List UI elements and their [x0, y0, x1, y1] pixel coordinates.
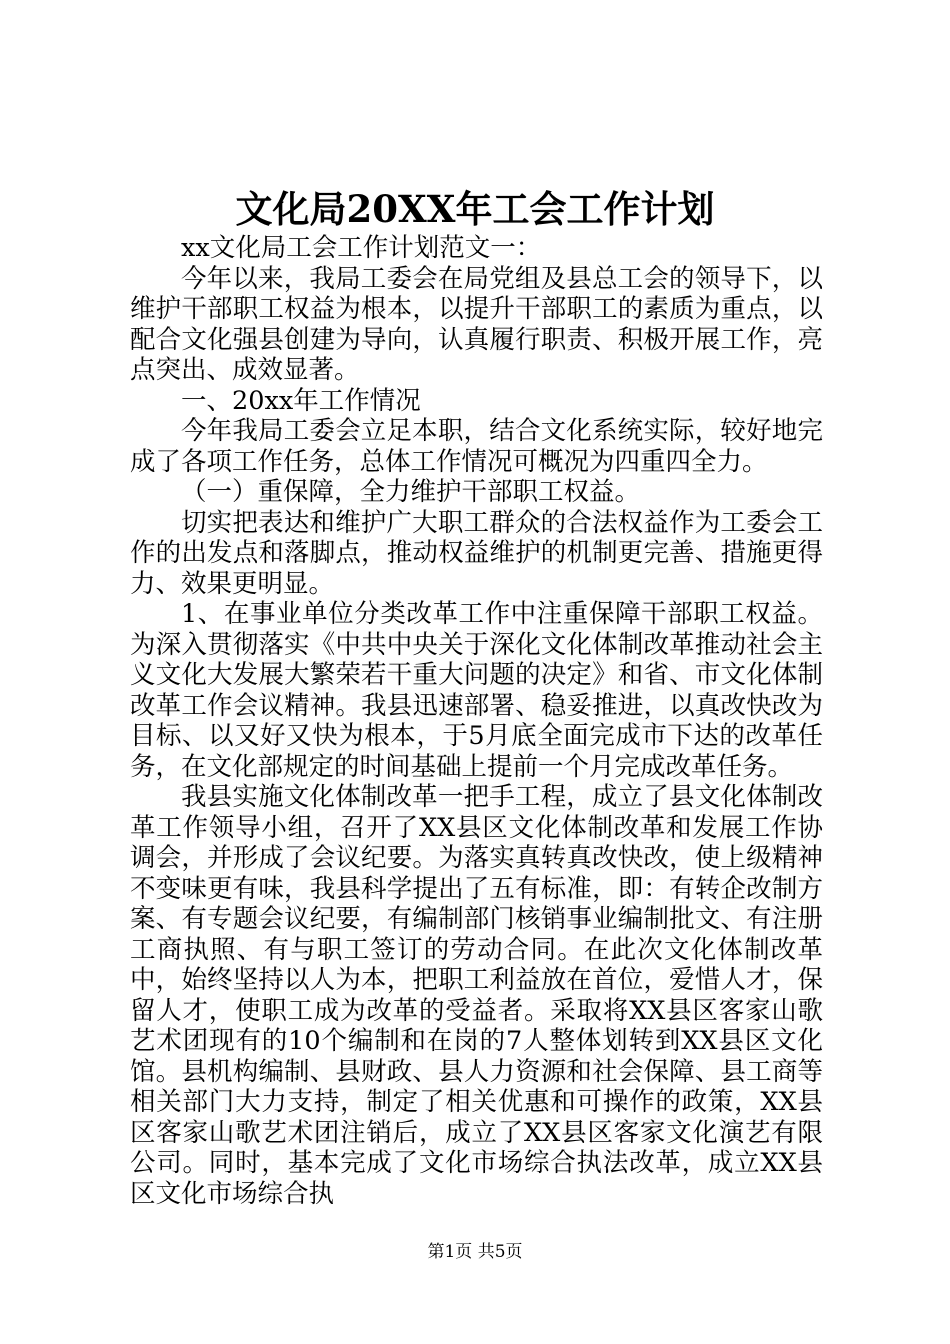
document-title: 文化局20XX年工会工作计划: [235, 187, 715, 231]
paragraph: 今年以来，我局工委会在局党组及县总工会的领导下，以维护干部职工权益为根本，以提升干部职工的素质为重点，以配合文化强县创建为导向，认真履行职责、积极开展工作，亮点突出、成效显著。: [130, 263, 823, 385]
document-body: [130, 233, 823, 1209]
paragraph: 今年我局工委会立足本职，结合文化系统实际，较好地完成了各项工作任务，总体工作情况可概况为四重四全力。: [130, 416, 823, 477]
subsection-heading: （一）重保障，全力维护干部职工权益。: [181, 477, 641, 507]
paragraph: 1、在事业单位分类改革工作中注重保障干部职工权益。为深入贯彻落实《中共中央关于深化文化体制改革推动社会主义文化大发展大繁荣若干重大问题的决定》和省、市文化体制改革工作会议精神。我县迅速部署、稳妥推进，以真改快改为目标、以又好又快为根本，于5月底全面完成市下达的改革任务，在文化部规定的时间基础上提前一个月完成改革任务。: [130, 599, 823, 782]
paragraph: xx文化局工会工作计划范文一：: [181, 233, 542, 263]
section-heading: 一、20xx年工作情况: [181, 385, 421, 416]
paragraph: 切实把表达和维护广大职工群众的合法权益作为工委会工作的出发点和落脚点，推动权益维护的机制更完善、措施更得力、效果更明显。: [130, 507, 823, 599]
page-footer: 第1页 共5页: [427, 1242, 523, 1262]
paragraph: 我县实施文化体制改革一把手工程，成立了县文化体制改革工作领导小组，召开了XX县区文化体制改革和发展工作协调会，并形成了会议纪要。为落实真转真改快改，使上级精神不变味更有味，我县科学提出了五有标准，即：有转企改制方案、有专题会议纪要，有编制部门核销事业编制批文、有注册工商执照、有与职工签订的劳动合同。在此次文化体制改革中，始终坚持以人为本，把职工利益放在首位，爱惜人才，保留人才，使职工成为改革的受益者。采取将XX县区客家山歌艺术团现有的10个编制和在岗的7人整体划转到XX县区文化馆。县机构编制、县财政、县人力资源和社会保障、县工商等相关部门大力支持，制定了相关优惠和可操作的政策，XX县区客家山歌艺术团注销后，成立了XX县区客家文化演艺有限公司。同时，基本完成了文化市场综合执法改革，成立XX县区文化市场综合执: [130, 782, 823, 1209]
